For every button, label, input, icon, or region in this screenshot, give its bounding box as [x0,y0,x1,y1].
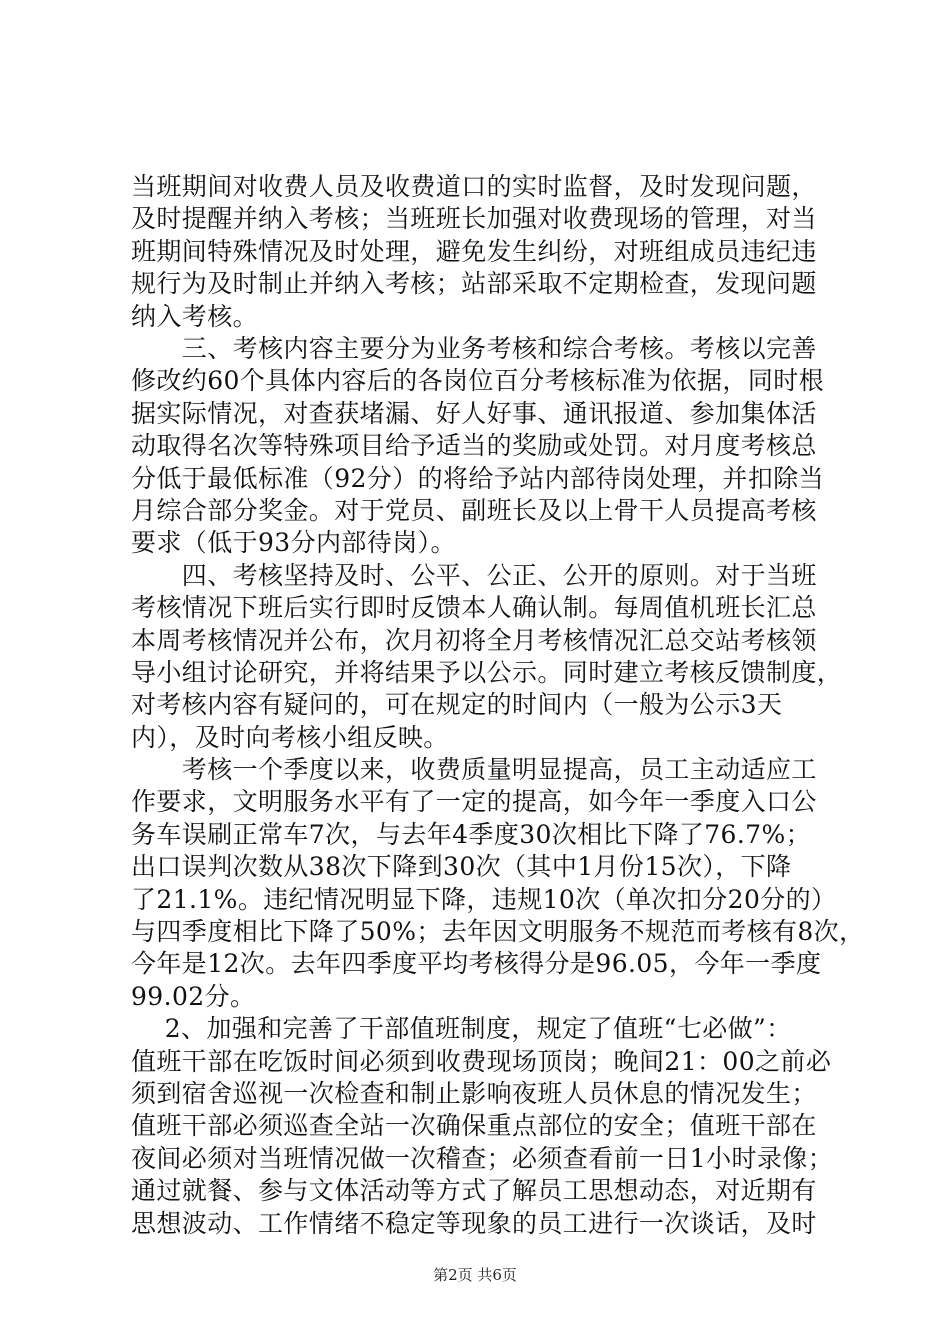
text-line: 值班干部必须巡查全站一次确保重点部位的安全；值班干部在 [131,1111,817,1140]
text-line: 与四季度相比下降了50%；去年因文明服务不规范而考核有8次， [131,917,865,946]
text-line: 纳入考核。 [131,302,259,331]
text-line: 动取得名次等特殊项目给予适当的奖励或处罚。对月度考核总 [131,431,817,460]
text-line: 据实际情况，对查获堵漏、好人好事、通讯报道、参加集体活 [131,399,817,428]
text-line: 四、考核坚持及时、公平、公正、公开的原则。对于当班 [131,561,817,590]
text-line: 通过就餐、参与文体活动等方式了解员工思想动态，对近期有 [131,1176,817,1205]
text-line: 三、考核内容主要分为业务考核和综合考核。考核以完善 [131,334,817,363]
text-line: 作要求，文明服务水平有了一定的提高，如今年一季度入口公 [131,787,817,816]
text-line: 本周考核情况并公布，次月初将全月考核情况汇总交站考核领 [131,626,817,655]
text-line: 夜间必须对当班情况做一次稽查；必须查看前一日1小时录像； [131,1144,834,1173]
text-line: 导小组讨论研究，并将结果予以公示。同时建立考核反馈制度， [131,658,843,687]
text-line: 考核情况下班后实行即时反馈本人确认制。每周值机班长汇总 [131,593,817,622]
page-number-footer: 第2页 共6页 [433,1266,517,1284]
text-line: 月综合部分奖金。对于党员、副班长及以上骨干人员提高考核 [131,496,817,525]
text-line: 值班干部在吃饭时间必须到收费现场顶岗；晚间21：00之前必 [131,1047,832,1076]
text-line: 分低于最低标准（92分）的将给予站内部待岗处理，并扣除当 [131,464,825,493]
text-line: 修改约60个具体内容后的各岗位百分考核标准为依据，同时根 [131,366,825,395]
text-line: 要求（低于93分内部待岗）。 [131,528,456,557]
text-line: 规行为及时制止并纳入考核；站部采取不定期检查，发现问题 [131,269,817,298]
text-line: 今年是12次。去年四季度平均考核得分是96.05，今年一季度 [131,949,822,978]
text-line: 了21.1%。违纪情况明显下降，违规10次（单次扣分20分的） [131,885,837,914]
text-line: 99.02分。 [131,982,256,1011]
text-line: 出口误判次数从38次下降到30次（其中1月份15次），下降 [131,852,792,881]
text-line: 考核一个季度以来，收费质量明显提高，员工主动适应工 [131,755,817,784]
text-line: 思想波动、工作情绪不稳定等现象的员工进行一次谈话，及时 [131,1209,817,1238]
text-line: 及时提醒并纳入考核；当班班长加强对收费现场的管理，对当 [131,204,817,233]
text-line: 须到宿舍巡视一次检查和制止影响夜班人员休息的情况发生； [131,1079,817,1108]
text-line: 2、加强和完善了干部值班制度，规定了值班“七必做”： [131,1014,792,1043]
text-line: 内），及时向考核小组反映。 [131,723,449,752]
text-line: 当班期间对收费人员及收费道口的实时监督，及时发现问题， [131,172,817,201]
text-line: 对考核内容有疑问的，可在规定的时间内（一般为公示3天 [131,690,783,719]
text-line: 班期间特殊情况及时处理，避免发生纠纷，对班组成员违纪违 [131,237,817,266]
text-line: 务车误刷正常车7次，与去年4季度30次相比下降了76.7%； [131,820,812,849]
